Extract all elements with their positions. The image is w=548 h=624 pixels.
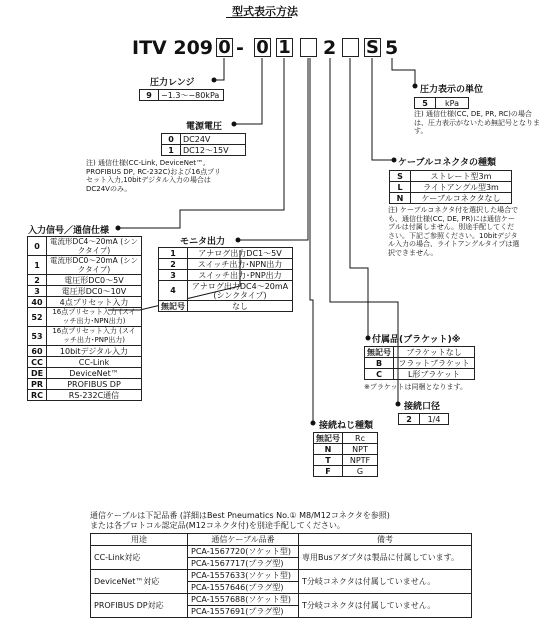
input-value: 10bitデジタル入力 — [47, 346, 142, 357]
input-key: 52 — [28, 308, 47, 327]
monitor-key: 1 — [159, 248, 188, 259]
input-key: RC — [28, 390, 47, 401]
monitor-value: スイッチ出力･PNP出力 — [188, 270, 293, 281]
cable-part-table — [90, 533, 472, 618]
model-box-2: 0 — [254, 38, 271, 57]
input-key: DE — [28, 368, 47, 379]
model-fixed-5: 5 — [385, 37, 399, 59]
monitor-value: なし — [188, 301, 293, 312]
cable-use: CC-Link対応 — [91, 546, 188, 570]
pressure-range-key: 9 — [140, 90, 159, 101]
thread-type-table — [313, 432, 378, 477]
cable-note: T分岐コネクタは付属していません。 — [299, 570, 472, 594]
supply-voltage-key: 1 — [162, 145, 181, 156]
thread-value: NPTF — [343, 455, 378, 466]
model-box-1: 0 — [216, 38, 233, 57]
cable-part: PCA-1557688(ソケット型) — [188, 594, 299, 606]
model-box-7: S — [364, 38, 381, 57]
accessory-value: フラットブラケット — [394, 358, 475, 369]
input-key: 0 — [28, 237, 47, 256]
accessory-note: ※ブラケットは同梱となります。 — [364, 383, 467, 391]
cable-part: PCA-1557646(プラグ型) — [188, 582, 299, 594]
pressure-unit-title: 圧力表示の単位 — [420, 85, 484, 95]
input-signal-title: 入力信号／通信仕様 — [28, 226, 110, 236]
monitor-key: 3 — [159, 270, 188, 281]
cable-part: PCA-1567717(プラグ型) — [188, 558, 299, 570]
pressure-range-table — [139, 89, 224, 101]
thread-value: Rc — [343, 433, 378, 444]
accessory-key: C — [365, 369, 394, 380]
cable-value: ケーブルコネクタなし — [411, 193, 512, 204]
monitor-value: アナログ出力DC1〜5V — [188, 248, 293, 259]
page-title: 型式表示方法 — [232, 5, 298, 18]
supply-voltage-value: DC12〜15V — [181, 145, 246, 156]
input-value: 電圧形DC0〜5V — [47, 275, 142, 286]
port-size-key: 2 — [399, 414, 420, 425]
supply-voltage-title: 電源電圧 — [186, 122, 223, 132]
pressure-range-title: 圧力レンジ — [150, 78, 195, 88]
cable-connector-title: ケーブルコネクタの種類 — [398, 158, 497, 168]
input-key: 3 — [28, 286, 47, 297]
input-value: CC-Link — [47, 357, 142, 368]
col-part: 通信ケーブル品番 — [188, 534, 299, 546]
input-key: 40 — [28, 297, 47, 308]
input-key: 2 — [28, 275, 47, 286]
input-value: RS-232C通信 — [47, 390, 142, 401]
cable-info-line-2: または各プロトコル認定品(M12コネクタ付)を別途手配してください。 — [90, 521, 345, 530]
input-key: 1 — [28, 256, 47, 275]
supply-voltage-key: 0 — [162, 134, 181, 145]
thread-key: 無記号 — [314, 433, 343, 444]
cable-info-line-1: 通信ケーブルは下記品番 (詳細はBest Pneumatics No.① M8/M12コネクタを参照) — [90, 511, 390, 520]
input-key: CC — [28, 357, 47, 368]
cable-part: PCA-1557633(ソケット型) — [188, 570, 299, 582]
monitor-key: 2 — [159, 259, 188, 270]
input-signal-table — [27, 236, 142, 401]
cable-connector-table — [389, 170, 512, 204]
cable-note: T分岐コネクタは付属していません。 — [299, 594, 472, 618]
accessory-key: B — [365, 358, 394, 369]
input-value: 電流形DC0〜20mA (シンクタイプ) — [47, 256, 142, 275]
thread-key: N — [314, 444, 343, 455]
input-key: 60 — [28, 346, 47, 357]
model-box-3: 1 — [276, 38, 293, 57]
monitor-key: 無記号 — [159, 301, 188, 312]
model-fixed-2: 2 — [323, 37, 337, 59]
thread-key: T — [314, 455, 343, 466]
monitor-output-table — [158, 247, 293, 312]
cable-part: PCA-1567720(ソケット型) — [188, 546, 299, 558]
supply-voltage-value: DC24V — [181, 134, 246, 145]
cable-connector-note: 注) ケーブルコネクタ付を選択した場合でも、通信仕様(CC, DE, PR)には通信ケーブルは付属しません。別途手配してください。下記ご参照ください。10bitデジタル入力の場合、ライトアングルタイプは選択できません。 — [388, 206, 520, 257]
thread-type-title: 接続ねじ種類 — [319, 421, 374, 431]
col-use: 用途 — [91, 534, 188, 546]
cable-key: S — [390, 171, 411, 182]
cable-use: DeviceNet™対応 — [91, 570, 188, 594]
input-value: PROFIBUS DP — [47, 379, 142, 390]
input-value: 4点プリセット入力 — [47, 297, 142, 308]
thread-key: F — [314, 466, 343, 477]
thread-value: NPT — [343, 444, 378, 455]
monitor-output-title: モニタ出力 — [180, 237, 226, 247]
monitor-value: アナログ出力DC4〜20mA (シンクタイプ) — [188, 281, 293, 301]
monitor-value: スイッチ出力･NPN出力 — [188, 259, 293, 270]
pressure-unit-key: 5 — [415, 98, 436, 109]
cable-use: PROFIBUS DP対応 — [91, 594, 188, 618]
accessory-table — [364, 346, 475, 380]
supply-voltage-note: 注) 通信仕様(CC-Link, DeviceNet™, PROFIBUS DP, RC-232C)および16点プリセット入力,10bitデジタル入力の場合はDC24Vのみ。 — [86, 159, 221, 193]
monitor-key: 4 — [159, 281, 188, 301]
pressure-range-value: −1.3〜−80kPa — [159, 90, 224, 101]
accessory-value: ブラケットなし — [394, 347, 475, 358]
pressure-unit-value: kPa — [436, 98, 469, 109]
cable-part: PCA-1557691(プラグ型) — [188, 606, 299, 618]
model-dash: - — [236, 37, 244, 59]
input-value: 電流形DC4〜20mA (シンクタイプ) — [47, 237, 142, 256]
supply-voltage-table — [161, 133, 246, 156]
accessory-value: L形ブラケット — [394, 369, 475, 380]
pressure-unit-note: 注) 通信仕様(CC, DE, PR, RC)の場合は、圧力表示がないため無記号となります。 — [414, 110, 540, 135]
port-size-table — [398, 413, 449, 425]
cable-key: N — [390, 193, 411, 204]
cable-key: L — [390, 182, 411, 193]
model-prefix: ITV 209 — [132, 37, 214, 59]
input-value: DeviceNet™ — [47, 368, 142, 379]
input-value: 16点プリセット入力 (スイッチ出力･NPN出力) — [47, 308, 142, 327]
accessory-key: 無記号 — [365, 347, 394, 358]
input-value: 電圧形DC0〜10V — [47, 286, 142, 297]
cable-value: ストレート型3m — [411, 171, 512, 182]
input-key: PR — [28, 379, 47, 390]
pressure-unit-table — [414, 97, 469, 109]
accessory-title: 付属品(ブラケット)※ — [372, 335, 461, 345]
cable-note: 専用Busアダプタは製品に付属しています。 — [299, 546, 472, 570]
input-value: 16点プリセット入力 (スイッチ出力･PNP出力) — [47, 327, 142, 346]
port-size-value: 1/4 — [420, 414, 449, 425]
col-note: 備考 — [299, 534, 472, 546]
input-key: 53 — [28, 327, 47, 346]
cable-value: ライトアングル型3m — [411, 182, 512, 193]
thread-value: G — [343, 466, 378, 477]
port-size-title: 接続口径 — [404, 402, 441, 412]
